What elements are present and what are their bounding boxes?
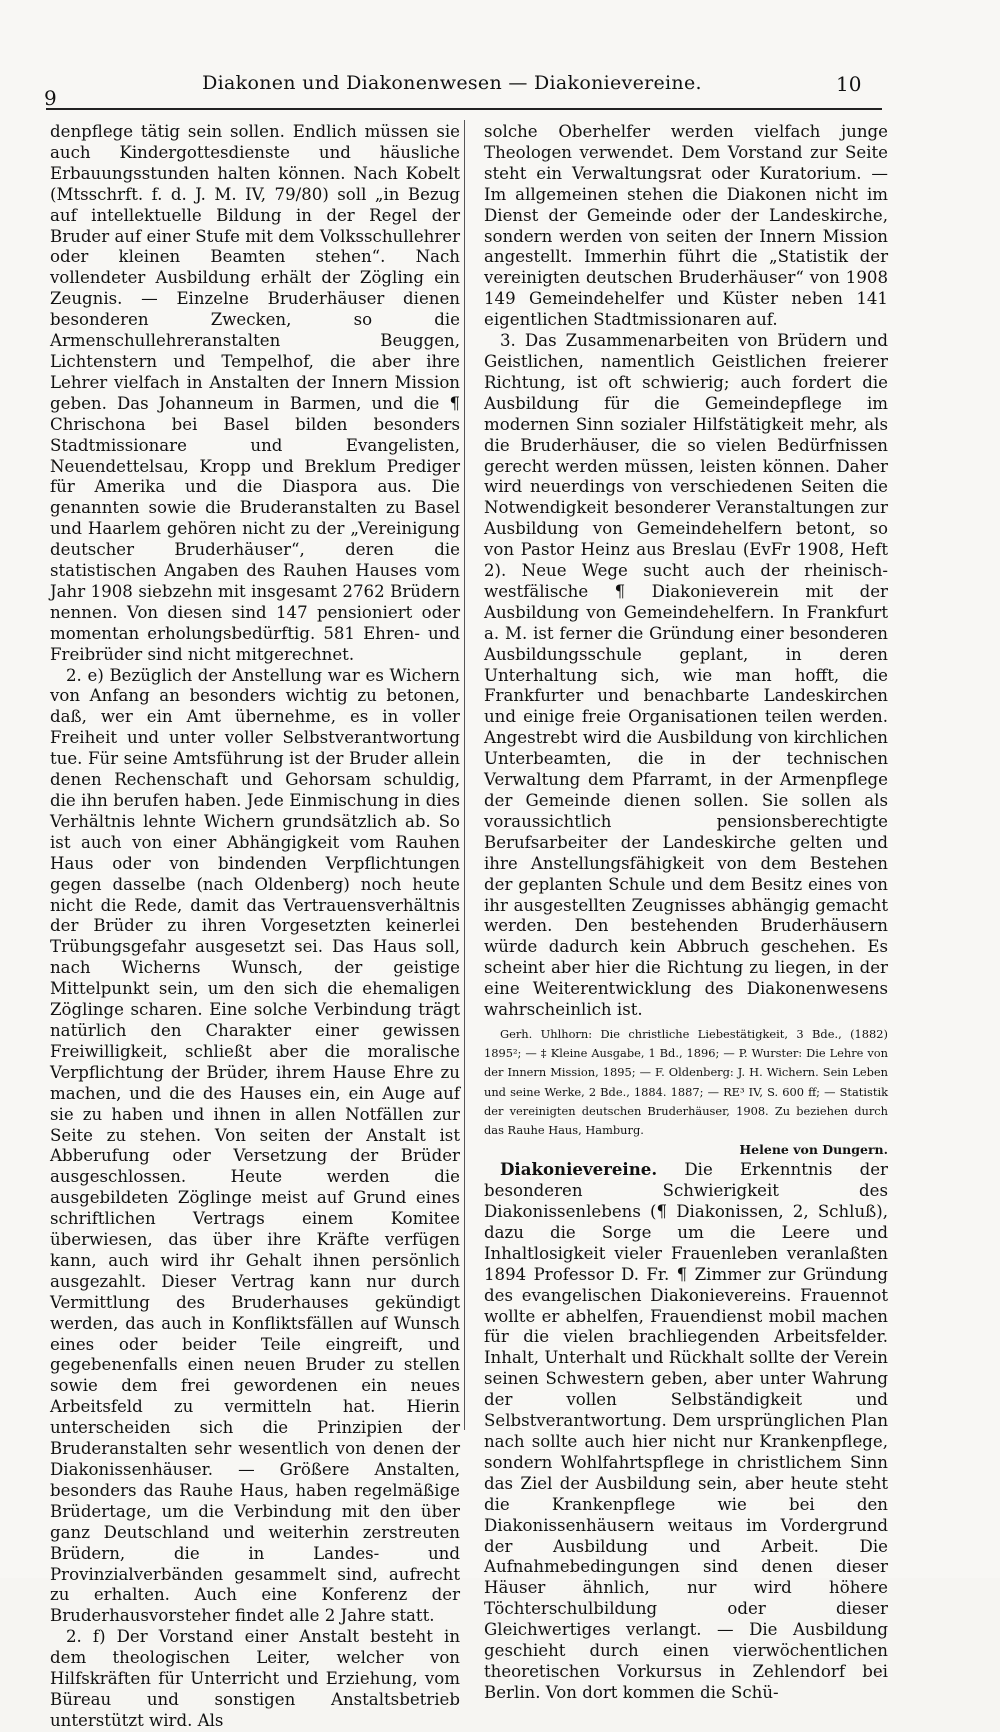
running-header [44,72,860,110]
left-column [50,122,460,1732]
right-paragraph-2: 3. Das Zusammenarbeiten von Brüdern und Geistlichen, namentlich Geistlichen freierer Richtung, ist oft schwierig; auch fordert die Ausbildung für die Gemeindepflege im modernen Sinn sozialer Hilfstätigkeit mehr, als die Bruderhäuser, die so vielen Bedürfnissen gerecht werden müssen, leisten können. Daher wird neuerdings von verschiedenen Seiten die Notwendigkeit besonderer Veranstaltungen zur Ausbildung von Gemeindehelfern betont, so von Pastor Heinz aus Breslau (EvFr 1908, Heft 2). Neue Wege sucht auch der rheinisch-westfälische ¶ Diakonieverein mit der Ausbildung von Gemeindehelfern. In Frankfurt a. M. ist ferner die Gründung einer besonderen Ausbildungsschule geplant, in deren Unterhaltung sich, wie man hofft, die Frankfurter und benachbarte Landeskirchen und einige freie Organisationen teilen werden. Angestrebt wird die Ausbildung von kirchlichen Unterbeamten, die in der technischen Verwaltung dem Pfarramt, in der Armenpflege der Gemeinde dienen sollen. Sie sollen als voraussichtlich pensionsberechtigte Berufsarbeiter der Landeskirche gelten und ihre Anstellungsfähigkeit von dem Bestehen der geplanten Schule und dem Besitz eines von ihr ausgestellten Zeugnisses abhängig gemacht werden. Den bestehenden Bruderhäusern würde dadurch kein Abbruch geschehen. Es scheint aber hier die Richtung zu liegen, in der eine Weiterentwicklung des Diakonenwesens wahrscheinlich ist. [484,331,888,1020]
right-column [484,122,888,1704]
left-paragraph-2: 2. e) Bezüglich der Anstellung war es Wichern von Anfang an besonders wichtig zu betonen, daß, wer ein Amt übernehme, es in voller Freiheit und unter voller Selbstverantwortung tue. Für seine Amtsführung ist der Bruder allein denen Rechenschaft und Gehorsam schuldig, die ihn berufen haben. Jede Einmischung in dies Verhältnis lehnte Wichern grundsätzlich ab. So ist auch von einer Abhängigkeit vom Rauhen Haus oder von bindenden Verpflichtungen gegen dasselbe (nach Oldenberg) noch heute nicht die Rede, damit das Vertrauensverhältnis der Brüder zu ihren Vorgesetzten keinerlei Trübungsgefahr ausgesetzt sei. Das Haus soll, nach Wicherns Wunsch, der geistige Mittelpunkt sein, um den sich die ehemaligen Zöglinge scharen. Eine solche Verbindung trägt natürlich den Charakter einer gewissen Freiwilligkeit, schließt aber die moralische Verpflichtung der Brüder, ihrem Hause Ehre zu machen, und die des Hauses ein, ein Auge auf sie zu haben und ihnen in allen Notfällen zur Seite zu stehen. Von seiten der Anstalt ist Abberufung oder Versetzung der Brüder ausgeschlossen. Heute werden die ausgebildeten Zöglinge meist auf Grund eines schriftlichen Vertrags einem Komitee überwiesen, das über ihre Kräfte verfügen kann, auch wird ihr Gehalt ihnen persönlich ausgezahlt. Dieser Vertrag kann nur durch Vermittlung des Bruderhauses gekündigt werden, das auch in Konfliktsfällen auf Wunsch eines oder beider Teile eingreift, und gegebenenfalls einen neuen Bruder zu stellen sowie dem frei gewordenen ein neues Arbeitsfeld zu vermitteln hat. Hierin unterscheiden sich die Prinzipien der Bruderanstalten sehr wesentlich von denen der Diakonissenhäuser. — Größere Anstalten, besonders das Rauhe Haus, haben regelmäßige Brüdertage, um die Verbindung mit den über ganz Deutschland und weiterhin zerstreuten Brüdern, die in Landes- und Provinzialverbänden gesammelt sind, aufrecht zu erhalten. Auch eine Konferenz der Bruderhausvorsteher findet alle 2 Jahre statt. [50,665,460,1626]
right-paragraph-1: solche Oberhelfer werden vielfach junge Theologen verwendet. Dem Vorstand zur Seite steht ein Verwaltungsrat oder Kuratorium. — Im allgemeinen stehen die Diakonen nicht im Dienst der Gemeinde oder der Landeskirche, sondern werden von seiten der Innern Mission angestellt. Immerhin führt die „Statistik der vereinigten deutschen Bruderhäuser“ von 1908 149 Gemeindehelfer und Küster neben 141 eigentlichen Stadtmissionaren auf. [484,122,888,330]
page-number-right: 10 [836,72,862,96]
column-divider [464,120,465,1430]
right-paragraph-3-text: Die Erkenntnis der besonderen Schwierigkeit des Diakonissenlebens (¶ Diakonissen, 2, Schluß), dazu die Sorge um die Leere und Inhaltlosigkeit vieler Frauenleben veranlaßten 1894 Professor D. Fr. ¶ Zimmer zur Gründung des evangelischen Diakonievereins. Frauennot wollte er abhelfen, Frauendienst mobil machen für die vielen brachliegenden Arbeitsfelder. Inhalt, Unterhalt und Rückhalt sollte der Verein seinen Schwestern geben, aber unter Wahrung der vollen Selbständigkeit und Selbstverantwortung. Dem ursprünglichen Plan nach sollte auch hier nicht nur Krankenpflege, sondern Wohlfahrtspflege in christlichem Sinn das Ziel der Ausbildung sein, aber heute steht die Krankenpflege wie bei den Diakonissenhäusern weitaus im Vordergrund der Ausbildung und Arbeit. Die Aufnahmebedingungen sind denen dieser Häuser ähnlich, nur wird höhere Töchterschulbildung oder dieser Gleichwertiges verlangt. — Die Ausbildung geschieht durch einen vierwöchentlichen theoretischen Vorkursus in Zehlendorf bei Berlin. Von dort kommen die Schü- [484,1160,888,1702]
bibliography: Gerh. Uhlhorn: Die christliche Liebestätigkeit, 3 Bde., (1882) 1895²; — ‡ Kleine Ausgabe, 1 Bd., 1896; — P. Wurster: Die Lehre von der Innern Mission, 1895; — F. Oldenberg: J. H. Wichern. Sein Leben und seine Werke, 2 Bde., 1884. 1887; — RE³ IV, S. 600 ff; — Statistik der vereinigten deutschen Bruderhäuser, 1908. Zu beziehen durch das Rauhe Haus, Hamburg. [484,1026,888,1137]
running-title: Diakonen und Diakonenwesen — Diakonievereine. [202,72,702,94]
entry-headword: Diakonievereine. [500,1159,658,1180]
header-rule [46,108,882,110]
left-paragraph-1: denpflege tätig sein sollen. Endlich müssen sie auch Kindergottesdienste und häusliche Erbauungsstunden halten können. Nach Kobelt (Mtsschrft. f. d. J. M. IV, 79/80) soll „in Bezug auf intellektuelle Bildung in der Regel der Bruder auf einer Stufe mit dem Volksschullehrer oder kleinen Beamten stehen“. Nach vollendeter Ausbildung erhält der Zögling ein Zeugnis. — Einzelne Bruderhäuser dienen besonderen Zwecken, so die Armenschullehreranstalten Beuggen, Lichtenstern und Tempelhof, die aber ihre Lehrer vielfach in Anstalten der Innern Mission geben. Das Johanneum in Barmen, und die ¶ Chrischona bei Basel bilden besonders Stadtmissionare und Evangelisten, Neuendettelsau, Kropp und Breklum Prediger für Amerika und die Diaspora aus. Die genannten sowie die Bruderanstalten zu Basel und Haarlem gehören nicht zu der „Vereinigung deutscher Bruderhäuser“, deren die statistischen Angaben des Rauhen Hauses vom Jahr 1908 siebzehn mit insgesamt 2762 Brüdern nennen. Von diesen sind 147 pensioniert oder momentan erholungsbedürftig. 581 Ehren- und Freibrüder sind nicht mitgerechnet. [50,122,461,664]
left-paragraph-3: 2. f) Der Vorstand einer Anstalt besteht in dem theologischen Leiter, welcher von Hilfskräften für Unterricht und Erziehung, vom Büreau und sonstigen Anstaltsbetrieb unterstützt wird. Als [50,1627,460,1730]
page-number-left: 9 [44,86,57,110]
right-paragraph-3 [484,1159,888,1704]
author-signature: Helene von Dungern. [739,1142,888,1158]
